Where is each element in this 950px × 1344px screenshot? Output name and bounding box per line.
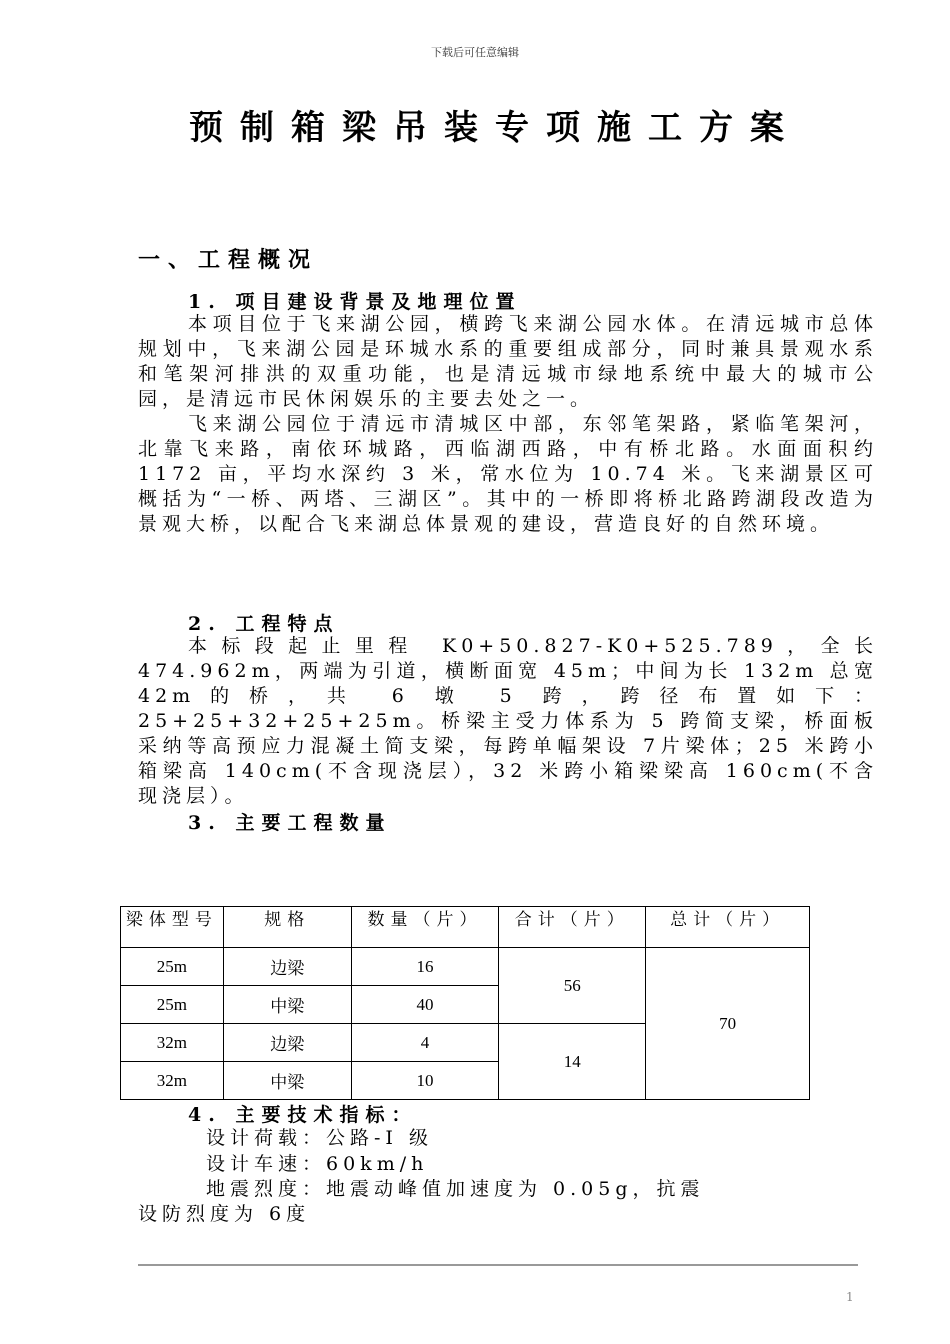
page-number: 1 bbox=[846, 1290, 854, 1304]
header-cell: 合计（片） bbox=[499, 907, 646, 948]
table-cell: 32m bbox=[121, 1062, 224, 1100]
footer-rule bbox=[138, 1264, 858, 1266]
section-heading-overview: 一、工程概况 bbox=[138, 247, 319, 273]
background-paragraph-2: 飞来湖公园位于清远市清城区中部，东邻笔架路，紧临笔架河，北靠飞来路，南依环城路，西临湖西路，中有桥北路。水面面积约 1172 亩，平均水深约 3 米，常水位为 10.74 米。飞来湖景区可概括为“一桥、两塔、三湖区”。其中的一桥即将桥北路跨湖段改造为景观大桥，以配合飞来湖总体景观的建设，营造良好的自然环境。 bbox=[138, 413, 878, 535]
subsection-heading-quantities: 3. 主要工程数量 bbox=[188, 812, 392, 834]
subsection-heading-tech-indicators: 4. 主要技术指标： bbox=[188, 1104, 418, 1126]
table-cell: 25m bbox=[121, 986, 224, 1024]
subtotal-cell: 14 bbox=[499, 1024, 646, 1100]
features-paragraph bbox=[138, 634, 878, 809]
table-cell: 中梁 bbox=[223, 1062, 351, 1100]
background-paragraphs bbox=[138, 312, 878, 537]
table-cell: 10 bbox=[351, 1062, 499, 1100]
table-cell: 40 bbox=[351, 986, 499, 1024]
background-paragraph-1: 本项目位于飞来湖公园，横跨飞来湖公园水体。在清远城市总体规划中，飞来湖公园是环城水系的重要组成部分，同时兼具景观水系和笔架河排洪的双重功能，也是清远城市绿地系统中最大的城市公园，是清远市民休闲娱乐的主要去处之一。 bbox=[138, 313, 878, 410]
subsection-heading-background: 1. 项目建设背景及地理位置 bbox=[188, 291, 522, 313]
header-cell: 规格 bbox=[223, 907, 351, 948]
table-cell: 25m bbox=[121, 948, 224, 986]
table-cell: 边梁 bbox=[223, 1024, 351, 1062]
seismic-line-continued: 设防烈度为 6度 bbox=[138, 1203, 311, 1225]
table-cell: 16 bbox=[351, 948, 499, 986]
design-speed-line: 设计车速：60km/h bbox=[206, 1153, 429, 1175]
total-cell: 70 bbox=[646, 948, 810, 1100]
seismic-line: 地震烈度：地震动峰值加速度为 0.05g，抗震 bbox=[206, 1178, 705, 1200]
subtotal-cell: 56 bbox=[499, 948, 646, 1024]
table-cell: 4 bbox=[351, 1024, 499, 1062]
header-note: 下载后可任意编辑 bbox=[431, 46, 519, 59]
header-cell: 数量（片） bbox=[351, 907, 499, 948]
table-header-row bbox=[121, 907, 810, 948]
table-cell: 中梁 bbox=[223, 986, 351, 1024]
header-cell: 总计（片） bbox=[646, 907, 810, 948]
table-row bbox=[121, 948, 810, 986]
table-cell: 32m bbox=[121, 1024, 224, 1062]
table-cell: 边梁 bbox=[223, 948, 351, 986]
header-cell: 梁体型号 bbox=[121, 907, 224, 948]
subsection-heading-features: 2. 工程特点 bbox=[188, 613, 340, 635]
design-load-line: 设计荷载：公路-I 级 bbox=[206, 1127, 433, 1149]
features-paragraph-1: 本标段起止里程 K0+50.827-K0+525.789，全长 474.962m，两端为引道，横断面宽 45m；中间为长 132m 总宽 42m的桥，共 6 墩 5 跨，跨径布置如下：25+25+32+25+25m。桥梁主受力体系为 5 跨简支梁，桥面板采纳等高预应力混凝土简支梁，每跨单幅架设 7片梁体；25 米跨小箱梁高 140cm(不含现浇层），32 米跨小箱梁梁高 160cm(不含现浇层）。 bbox=[138, 635, 878, 807]
document-title: 预制箱梁吊装专项施工方案 bbox=[189, 108, 801, 148]
quantity-table bbox=[120, 906, 810, 1100]
